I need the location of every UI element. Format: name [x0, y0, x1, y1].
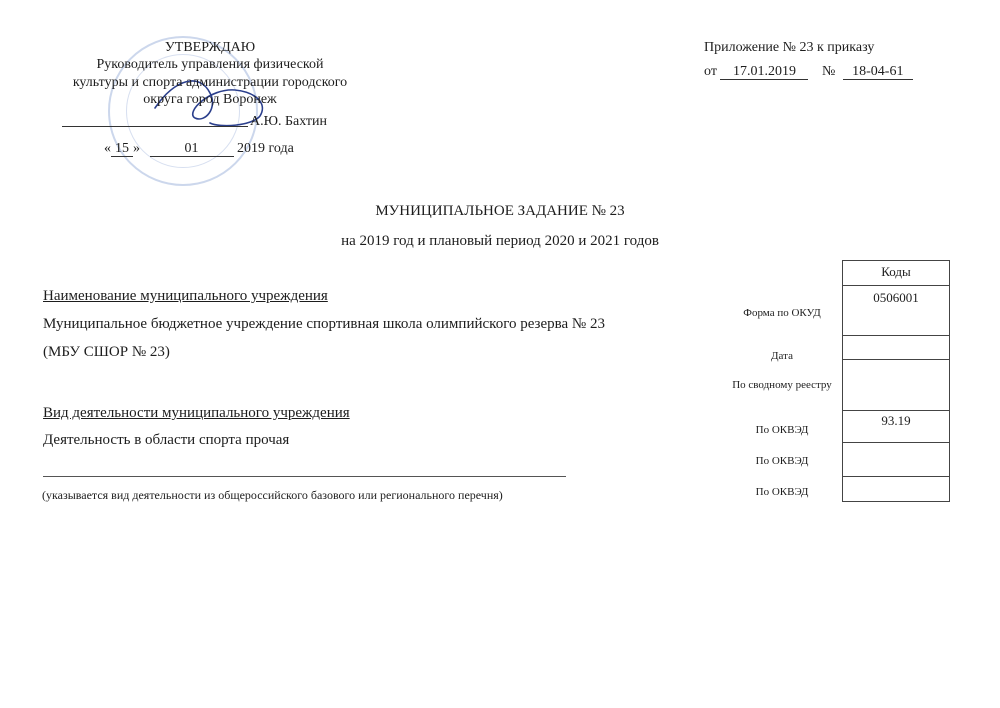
code-value-okved-3 — [843, 477, 950, 502]
code-value-date — [843, 336, 950, 360]
signature-line — [62, 126, 248, 127]
signer-name: А.Ю. Бахтин — [250, 114, 328, 129]
annex-order-line — [704, 64, 913, 80]
approval-date — [104, 141, 294, 157]
code-value-okud: 0506001 — [843, 286, 950, 336]
codes-table — [842, 260, 950, 502]
code-label-okved-2: По ОКВЭД — [755, 455, 809, 467]
date-close-quote: » — [133, 141, 140, 156]
approver-position-line1: Руководитель управления физической — [96, 57, 324, 72]
annex-number-label: № — [821, 64, 836, 79]
institution-name-line2: (МБУ СШОР № 23) — [43, 344, 170, 360]
approver-position-line3: округа город Воронеж — [143, 92, 277, 107]
date-suffix: года — [268, 141, 294, 156]
code-value-registry — [843, 360, 950, 411]
activity-fill-line — [43, 476, 566, 477]
code-label-okved-1: По ОКВЭД — [755, 424, 809, 436]
code-label-registry: По сводному реестру — [732, 379, 832, 391]
code-label-date: Дата — [771, 350, 793, 362]
code-value-okved-2 — [843, 443, 950, 477]
date-year: 2019 — [237, 141, 265, 156]
activity-value: Деятельность в области спорта прочая — [43, 432, 290, 448]
activity-note: (указывается вид деятельности из общероссийского базового или регионального перечня) — [42, 488, 503, 502]
code-label-okud: Форма по ОКУД — [743, 307, 821, 319]
date-open-quote: « — [104, 141, 111, 156]
date-day: 15 — [111, 142, 133, 157]
date-month: 01 — [150, 142, 234, 157]
annex-title: Приложение № 23 к приказу — [704, 40, 875, 55]
institution-heading: Наименование муниципального учреждения — [43, 288, 328, 304]
code-value-okved-1: 93.19 — [843, 411, 950, 443]
document-subtitle: на 2019 год и плановый период 2020 и 2021 годов — [341, 233, 659, 249]
approver-position-line2: культуры и спорта администрации городского — [72, 75, 348, 90]
codes-header: Коды — [843, 261, 950, 286]
code-label-okved-3: По ОКВЭД — [755, 486, 809, 498]
approve-word: УТВЕРЖДАЮ — [164, 40, 256, 55]
institution-name-line1: Муниципальное бюджетное учреждение спортивная школа олимпийского резерва № 23 — [43, 316, 605, 332]
document-title: МУНИЦИПАЛЬНОЕ ЗАДАНИЕ № 23 — [375, 203, 625, 219]
annex-number: 18-04-61 — [843, 65, 913, 80]
activity-heading: Вид деятельности муниципального учреждения — [43, 405, 350, 421]
annex-from-label: от — [704, 64, 717, 79]
annex-date: 17.01.2019 — [720, 65, 808, 80]
